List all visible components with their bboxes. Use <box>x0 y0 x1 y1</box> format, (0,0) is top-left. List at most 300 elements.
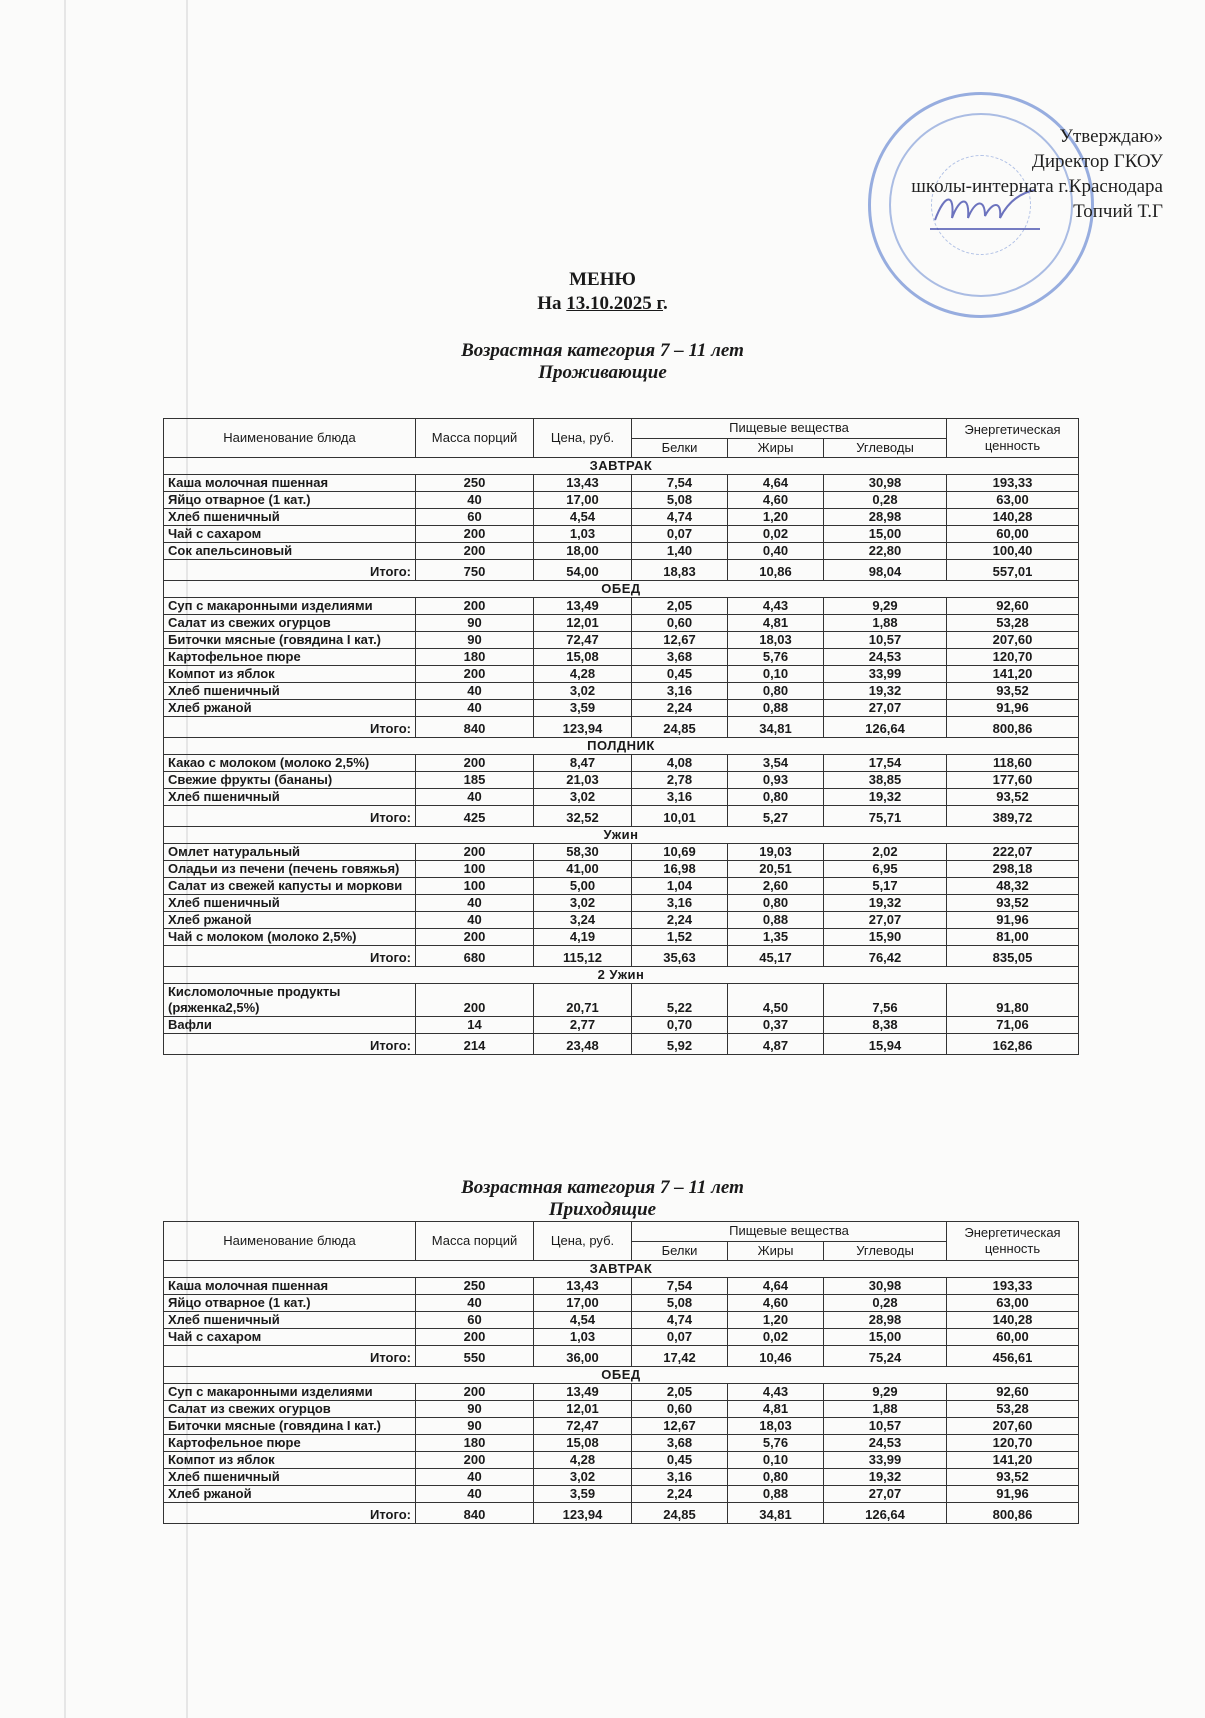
section-row <box>164 1261 1079 1278</box>
column-header-name: Наименование блюда <box>164 1222 416 1261</box>
dish-name: Биточки мясные (говядина I кат.) <box>164 1418 416 1435</box>
dish-value: 12,01 <box>534 615 632 632</box>
dish-value: 0,37 <box>728 1017 824 1034</box>
dish-value: 40 <box>416 1295 534 1312</box>
dish-name: Хлеб пшеничный <box>164 1312 416 1329</box>
dish-name: Каша молочная пшенная <box>164 475 416 492</box>
dish-value: 3,02 <box>534 1469 632 1486</box>
total-label: Итого: <box>164 1503 416 1524</box>
dish-value: 1,03 <box>534 526 632 543</box>
dish-value: 40 <box>416 912 534 929</box>
dish-value: 0,60 <box>632 615 728 632</box>
dish-name: Биточки мясные (говядина I кат.) <box>164 632 416 649</box>
dish-value: 4,60 <box>728 1295 824 1312</box>
dish-value: 200 <box>416 844 534 861</box>
total-value: 75,71 <box>824 806 947 827</box>
dish-value: 58,30 <box>534 844 632 861</box>
dish-name: Вафли <box>164 1017 416 1034</box>
table-row <box>164 666 1079 683</box>
table-row <box>164 755 1079 772</box>
dish-name: Хлеб пшеничный <box>164 895 416 912</box>
dish-value: 12,67 <box>632 632 728 649</box>
dish-value: 4,43 <box>728 1384 824 1401</box>
total-value: 162,86 <box>947 1034 1079 1055</box>
table-row <box>164 492 1079 509</box>
dish-value: 200 <box>416 984 534 1017</box>
dish-value: 38,85 <box>824 772 947 789</box>
dish-value: 4,74 <box>632 509 728 526</box>
dish-value: 27,07 <box>824 700 947 717</box>
dish-value: 0,45 <box>632 666 728 683</box>
table-row <box>164 929 1079 946</box>
date-prefix: На <box>537 293 567 314</box>
dish-value: 141,20 <box>947 1452 1079 1469</box>
dish-value: 5,08 <box>632 492 728 509</box>
dish-value: 193,33 <box>947 1278 1079 1295</box>
total-value: 45,17 <box>728 946 824 967</box>
dish-value: 18,03 <box>728 1418 824 1435</box>
total-value: 10,86 <box>728 560 824 581</box>
dish-value: 4,54 <box>534 509 632 526</box>
dish-value: 13,49 <box>534 1384 632 1401</box>
dish-value: 15,90 <box>824 929 947 946</box>
dish-value: 1,04 <box>632 878 728 895</box>
total-label: Итого: <box>164 560 416 581</box>
dish-value: 200 <box>416 1329 534 1346</box>
dish-value: 1,88 <box>824 615 947 632</box>
dish-value: 91,80 <box>947 984 1079 1017</box>
dish-value: 4,08 <box>632 755 728 772</box>
section-row <box>164 458 1079 475</box>
approval-line: Директор ГКОУ <box>1031 151 1163 172</box>
total-value: 126,64 <box>824 717 947 738</box>
total-value: 456,61 <box>947 1346 1079 1367</box>
dish-value: 20,71 <box>534 984 632 1017</box>
dish-value: 93,52 <box>947 789 1079 806</box>
dish-value: 2,05 <box>632 1384 728 1401</box>
dish-value: 7,54 <box>632 1278 728 1295</box>
column-header-mass: Масса порций <box>416 419 534 458</box>
total-value: 800,86 <box>947 1503 1079 1524</box>
table-row <box>164 683 1079 700</box>
dish-value: 7,54 <box>632 475 728 492</box>
dish-value: 90 <box>416 615 534 632</box>
column-header-mass: Масса порций <box>416 1222 534 1261</box>
total-value: 214 <box>416 1034 534 1055</box>
dish-value: 92,60 <box>947 598 1079 615</box>
dish-value: 60,00 <box>947 1329 1079 1346</box>
dish-value: 3,16 <box>632 789 728 806</box>
table-row <box>164 912 1079 929</box>
dish-value: 4,64 <box>728 475 824 492</box>
table-row <box>164 543 1079 560</box>
dish-value: 27,07 <box>824 912 947 929</box>
dish-value: 60 <box>416 1312 534 1329</box>
dish-value: 120,70 <box>947 1435 1079 1452</box>
dish-value: 63,00 <box>947 1295 1079 1312</box>
dish-value: 33,99 <box>824 666 947 683</box>
total-value: 389,72 <box>947 806 1079 827</box>
table-row <box>164 1418 1079 1435</box>
dish-value: 81,00 <box>947 929 1079 946</box>
dish-value: 20,51 <box>728 861 824 878</box>
total-row <box>164 1503 1079 1524</box>
dish-name: Хлеб пшеничный <box>164 1469 416 1486</box>
dish-value: 0,80 <box>728 1469 824 1486</box>
dish-value: 0,02 <box>728 1329 824 1346</box>
dish-value: 250 <box>416 475 534 492</box>
dish-value: 0,80 <box>728 789 824 806</box>
dish-value: 141,20 <box>947 666 1079 683</box>
dish-name: Хлеб ржаной <box>164 912 416 929</box>
dish-value: 200 <box>416 666 534 683</box>
total-value: 123,94 <box>534 717 632 738</box>
section-row <box>164 827 1079 844</box>
date-suffix: . <box>663 293 668 314</box>
total-label: Итого: <box>164 806 416 827</box>
dish-value: 17,00 <box>534 492 632 509</box>
column-header-price: Цена, руб. <box>534 1222 632 1261</box>
total-value: 24,85 <box>632 717 728 738</box>
dish-value: 15,00 <box>824 526 947 543</box>
dish-value: 0,40 <box>728 543 824 560</box>
dish-value: 40 <box>416 683 534 700</box>
dish-value: 91,96 <box>947 1486 1079 1503</box>
dish-value: 0,10 <box>728 666 824 683</box>
dish-name: Яйцо отварное (1 кат.) <box>164 492 416 509</box>
dish-value: 5,00 <box>534 878 632 895</box>
table-row <box>164 895 1079 912</box>
total-value: 123,94 <box>534 1503 632 1524</box>
section-title: ОБЕД <box>164 1367 1079 1384</box>
total-value: 34,81 <box>728 717 824 738</box>
dish-value: 0,07 <box>632 1329 728 1346</box>
total-value: 76,42 <box>824 946 947 967</box>
dish-value: 3,16 <box>632 683 728 700</box>
dish-value: 185 <box>416 772 534 789</box>
dish-value: 13,43 <box>534 475 632 492</box>
column-header-protein: Белки <box>632 438 728 458</box>
dish-value: 200 <box>416 1384 534 1401</box>
dish-value: 180 <box>416 649 534 666</box>
menu-date <box>0 292 1205 316</box>
dish-value: 1,20 <box>728 1312 824 1329</box>
section-title: Ужин <box>164 827 1079 844</box>
dish-value: 207,60 <box>947 632 1079 649</box>
dish-value: 15,00 <box>824 1329 947 1346</box>
dish-value: 0,80 <box>728 895 824 912</box>
table-row <box>164 789 1079 806</box>
total-value: 750 <box>416 560 534 581</box>
dish-value: 17,54 <box>824 755 947 772</box>
dish-value: 63,00 <box>947 492 1079 509</box>
total-value: 5,27 <box>728 806 824 827</box>
dish-value: 90 <box>416 1418 534 1435</box>
dish-value: 10,57 <box>824 632 947 649</box>
dish-value: 92,60 <box>947 1384 1079 1401</box>
dish-value: 3,02 <box>534 895 632 912</box>
dish-value: 40 <box>416 492 534 509</box>
dish-value: 0,88 <box>728 912 824 929</box>
dish-value: 4,43 <box>728 598 824 615</box>
dish-value: 72,47 <box>534 632 632 649</box>
column-header-nutrients: Пищевые вещества <box>632 419 947 439</box>
dish-name: Каша молочная пшенная <box>164 1278 416 1295</box>
table-row <box>164 1452 1079 1469</box>
total-value: 5,92 <box>632 1034 728 1055</box>
dish-value: 193,33 <box>947 475 1079 492</box>
total-value: 557,01 <box>947 560 1079 581</box>
dish-value: 30,98 <box>824 1278 947 1295</box>
column-header-energy: Энергетическая ценность <box>947 1222 1079 1261</box>
dish-value: 3,24 <box>534 912 632 929</box>
dish-value: 24,53 <box>824 1435 947 1452</box>
header-row <box>164 1222 1079 1242</box>
dish-value: 40 <box>416 1486 534 1503</box>
scan-artifact <box>64 0 66 1718</box>
dish-value: 200 <box>416 543 534 560</box>
section-title: ЗАВТРАК <box>164 458 1079 475</box>
section-row <box>164 1367 1079 1384</box>
approval-line: Утверждаю» <box>1059 126 1163 147</box>
table-row <box>164 861 1079 878</box>
dish-value: 180 <box>416 1435 534 1452</box>
dish-value: 2,77 <box>534 1017 632 1034</box>
total-value: 800,86 <box>947 717 1079 738</box>
dish-value: 0,88 <box>728 700 824 717</box>
table-row <box>164 1295 1079 1312</box>
dish-value: 2,24 <box>632 700 728 717</box>
dish-value: 1,88 <box>824 1401 947 1418</box>
date-value: 13.10.2025 г <box>566 293 664 314</box>
dish-value: 41,00 <box>534 861 632 878</box>
dish-value: 9,29 <box>824 598 947 615</box>
dish-name: Хлеб пшеничный <box>164 789 416 806</box>
table-row <box>164 509 1079 526</box>
dish-name: Чай с молоком (молоко 2,5%) <box>164 929 416 946</box>
table-row <box>164 1017 1079 1034</box>
section-row <box>164 967 1079 984</box>
dish-name: Суп с макаронными изделиями <box>164 1384 416 1401</box>
dish-value: 72,47 <box>534 1418 632 1435</box>
dish-value: 2,24 <box>632 912 728 929</box>
column-header-protein: Белки <box>632 1241 728 1261</box>
total-value: 36,00 <box>534 1346 632 1367</box>
total-value: 24,85 <box>632 1503 728 1524</box>
section-row <box>164 738 1079 755</box>
dish-value: 2,60 <box>728 878 824 895</box>
total-value: 34,81 <box>728 1503 824 1524</box>
dish-value: 16,98 <box>632 861 728 878</box>
dish-value: 4,60 <box>728 492 824 509</box>
dish-value: 12,01 <box>534 1401 632 1418</box>
table-row <box>164 615 1079 632</box>
total-label: Итого: <box>164 717 416 738</box>
dish-value: 2,02 <box>824 844 947 861</box>
dish-value: 27,07 <box>824 1486 947 1503</box>
dish-value: 40 <box>416 895 534 912</box>
dish-value: 90 <box>416 1401 534 1418</box>
column-header-fat: Жиры <box>728 1241 824 1261</box>
dish-value: 200 <box>416 526 534 543</box>
table-row <box>164 598 1079 615</box>
table-row <box>164 632 1079 649</box>
table-row <box>164 1486 1079 1503</box>
dish-value: 48,32 <box>947 878 1079 895</box>
dish-value: 250 <box>416 1278 534 1295</box>
table-row <box>164 1384 1079 1401</box>
dish-value: 4,28 <box>534 666 632 683</box>
total-value: 35,63 <box>632 946 728 967</box>
dish-name: Картофельное пюре <box>164 649 416 666</box>
column-header-carbs: Углеводы <box>824 1241 947 1261</box>
dish-value: 28,98 <box>824 509 947 526</box>
dish-value: 60,00 <box>947 526 1079 543</box>
dish-value: 3,54 <box>728 755 824 772</box>
dish-value: 18,00 <box>534 543 632 560</box>
category-title: Возрастная категория 7 – 11 лет <box>461 340 744 361</box>
dish-value: 8,47 <box>534 755 632 772</box>
menu-table-visitors <box>163 1221 1079 1524</box>
dish-value: 40 <box>416 789 534 806</box>
total-value: 15,94 <box>824 1034 947 1055</box>
dish-value: 120,70 <box>947 649 1079 666</box>
total-value: 4,87 <box>728 1034 824 1055</box>
dish-value: 93,52 <box>947 1469 1079 1486</box>
section-title: ЗАВТРАК <box>164 1261 1079 1278</box>
table-row <box>164 1435 1079 1452</box>
dish-value: 5,17 <box>824 878 947 895</box>
dish-value: 3,02 <box>534 683 632 700</box>
total-value: 75,24 <box>824 1346 947 1367</box>
total-label: Итого: <box>164 946 416 967</box>
table-row <box>164 1401 1079 1418</box>
dish-value: 0,60 <box>632 1401 728 1418</box>
section-title: ОБЕД <box>164 581 1079 598</box>
dish-value: 140,28 <box>947 509 1079 526</box>
dish-value: 3,16 <box>632 1469 728 1486</box>
dish-name: Какао с молоком (молоко 2,5%) <box>164 755 416 772</box>
category-title: Возрастная категория 7 – 11 лет <box>461 1177 744 1198</box>
dish-name: Омлет натуральный <box>164 844 416 861</box>
column-header-fat: Жиры <box>728 438 824 458</box>
dish-value: 93,52 <box>947 895 1079 912</box>
total-value: 18,83 <box>632 560 728 581</box>
dish-value: 19,32 <box>824 683 947 700</box>
dish-value: 0,10 <box>728 1452 824 1469</box>
dish-value: 100 <box>416 878 534 895</box>
dish-name: Салат из свежих огурцов <box>164 1401 416 1418</box>
dish-name: Яйцо отварное (1 кат.) <box>164 1295 416 1312</box>
group-title: Проживающие <box>538 362 667 383</box>
dish-value: 1,40 <box>632 543 728 560</box>
dish-value: 5,76 <box>728 649 824 666</box>
dish-value: 15,08 <box>534 1435 632 1452</box>
dish-value: 13,49 <box>534 598 632 615</box>
dish-name: Салат из свежих огурцов <box>164 615 416 632</box>
column-header-price: Цена, руб. <box>534 419 632 458</box>
dish-value: 140,28 <box>947 1312 1079 1329</box>
table-row <box>164 649 1079 666</box>
dish-value: 60 <box>416 509 534 526</box>
dish-name: Салат из свежей капусты и моркови <box>164 878 416 895</box>
dish-value: 4,28 <box>534 1452 632 1469</box>
dish-value: 4,81 <box>728 1401 824 1418</box>
total-value: 54,00 <box>534 560 632 581</box>
approval-line: Топчий Т.Г <box>1073 201 1163 222</box>
dish-value: 19,32 <box>824 1469 947 1486</box>
approval-line: школы-интерната г.Краснодара <box>911 176 1163 197</box>
dish-value: 53,28 <box>947 1401 1079 1418</box>
table-row <box>164 1469 1079 1486</box>
dish-value: 33,99 <box>824 1452 947 1469</box>
dish-value: 1,52 <box>632 929 728 946</box>
dish-name: Оладьи из печени (печень говяжья) <box>164 861 416 878</box>
table-row <box>164 984 1079 1017</box>
dish-value: 53,28 <box>947 615 1079 632</box>
total-row <box>164 946 1079 967</box>
dish-value: 1,03 <box>534 1329 632 1346</box>
total-value: 680 <box>416 946 534 967</box>
dish-name: Компот из яблок <box>164 1452 416 1469</box>
table-row <box>164 878 1079 895</box>
dish-value: 5,22 <box>632 984 728 1017</box>
total-value: 10,46 <box>728 1346 824 1367</box>
total-value: 835,05 <box>947 946 1079 967</box>
dish-name: Свежие фрукты (бананы) <box>164 772 416 789</box>
dish-name: Кисломолочные продукты (ряженка2,5%) <box>164 984 416 1017</box>
dish-value: 177,60 <box>947 772 1079 789</box>
dish-value: 93,52 <box>947 683 1079 700</box>
dish-name: Хлеб пшеничный <box>164 509 416 526</box>
dish-name: Хлеб пшеничный <box>164 683 416 700</box>
column-header-nutrients: Пищевые вещества <box>632 1222 947 1242</box>
dish-value: 2,05 <box>632 598 728 615</box>
dish-value: 13,43 <box>534 1278 632 1295</box>
dish-value: 18,03 <box>728 632 824 649</box>
dish-value: 100 <box>416 861 534 878</box>
dish-value: 28,98 <box>824 1312 947 1329</box>
dish-value: 200 <box>416 598 534 615</box>
dish-value: 21,03 <box>534 772 632 789</box>
total-value: 115,12 <box>534 946 632 967</box>
dish-name: Чай с сахаром <box>164 1329 416 1346</box>
total-value: 10,01 <box>632 806 728 827</box>
total-label: Итого: <box>164 1034 416 1055</box>
total-label: Итого: <box>164 1346 416 1367</box>
dish-value: 5,76 <box>728 1435 824 1452</box>
dish-value: 0,80 <box>728 683 824 700</box>
dish-value: 0,28 <box>824 492 947 509</box>
dish-name: Чай с сахаром <box>164 526 416 543</box>
dish-value: 71,06 <box>947 1017 1079 1034</box>
table-row <box>164 526 1079 543</box>
dish-value: 200 <box>416 929 534 946</box>
dish-value: 298,18 <box>947 861 1079 878</box>
dish-value: 15,08 <box>534 649 632 666</box>
dish-value: 40 <box>416 1469 534 1486</box>
dish-value: 40 <box>416 700 534 717</box>
dish-value: 10,57 <box>824 1418 947 1435</box>
total-value: 17,42 <box>632 1346 728 1367</box>
total-row <box>164 1034 1079 1055</box>
total-value: 32,52 <box>534 806 632 827</box>
total-value: 550 <box>416 1346 534 1367</box>
dish-value: 3,16 <box>632 895 728 912</box>
dish-value: 1,35 <box>728 929 824 946</box>
dish-value: 19,32 <box>824 789 947 806</box>
table-row <box>164 1312 1079 1329</box>
